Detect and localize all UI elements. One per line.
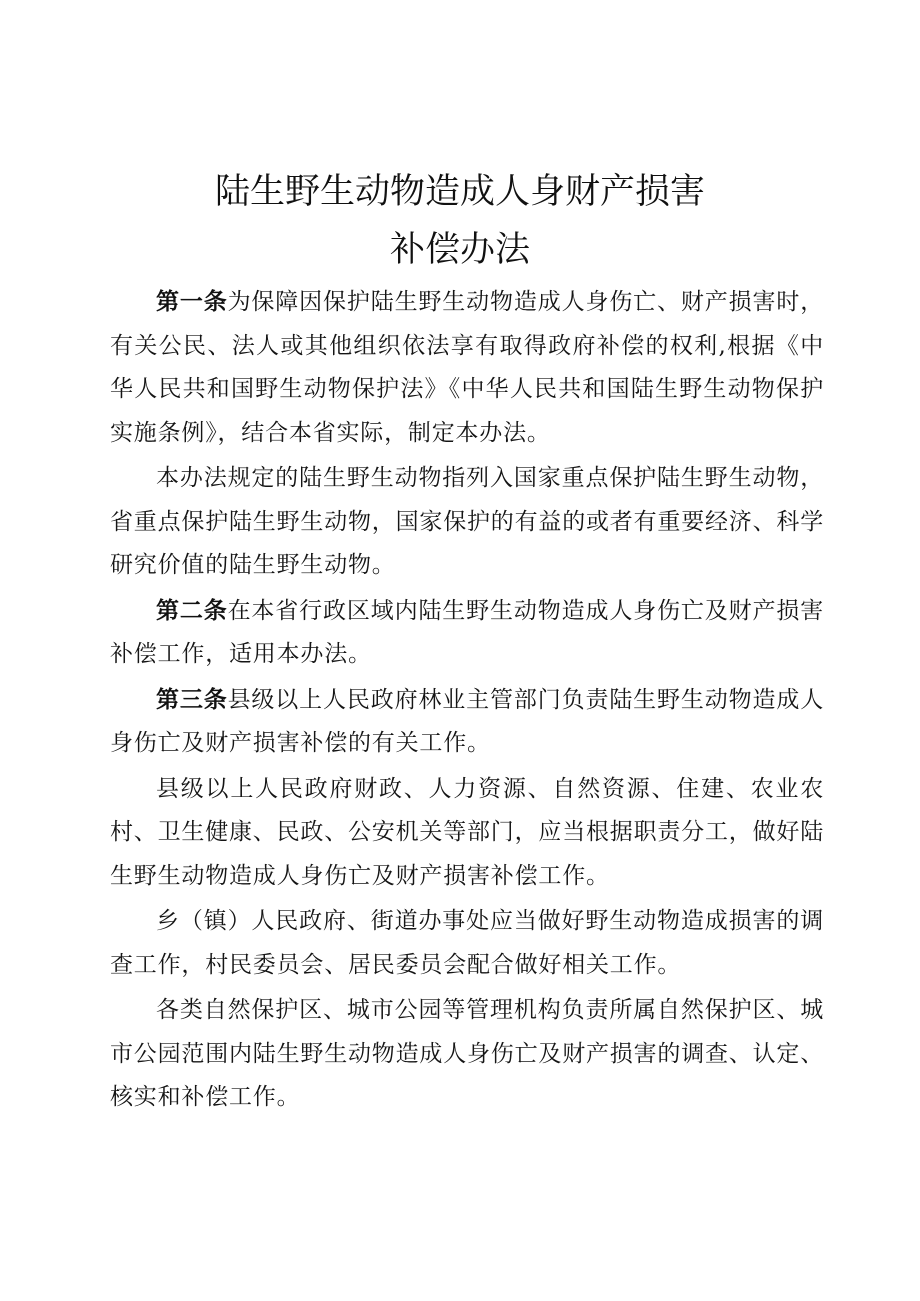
document-body xyxy=(110,281,824,1122)
paragraph-article-3 xyxy=(110,679,824,766)
paragraph-article-3-township xyxy=(110,900,824,987)
paragraph-article-1 xyxy=(110,281,824,455)
article-label: 第一条 xyxy=(156,289,228,315)
article-label: 第二条 xyxy=(156,597,228,624)
paragraph-text: 乡（镇）人民政府、街道办事处应当做好野生动物造成损害的调查工作，村民委员会、居民委员会配合做好相关工作。 xyxy=(110,908,824,978)
paragraph-text: 本办法规定的陆生野生动物指列入国家重点保护陆生野生动物，省重点保护陆生野生动物，国家保护的有益的或者有重要经济、科学研究价值的陆生野生动物。 xyxy=(110,465,824,578)
document-title-line-1: 陆生野生动物造成人身财产损害 xyxy=(214,172,705,212)
paragraph-text: 为保障因保护陆生野生动物造成人身伤亡、财产损害时，有关公民、法人或其他组织依法享有取得政府补偿的权利,根据《中华人民共和国野生动物保护法》《中华人民共和国陆生野生动物保护实施条例》，结合本省实际，制定本办法。 xyxy=(110,289,824,446)
paragraph-article-1-scope xyxy=(110,457,824,588)
paragraph-text: 各类自然保护区、城市公园等管理机构负责所属自然保护区、城市公园范围内陆生野生动物造成人身伤亡及财产损害的调查、认定、核实和补偿工作。 xyxy=(110,997,824,1110)
paragraph-text: 在本省行政区域内陆生野生动物造成人身伤亡及财产损害补偿工作，适用本办法。 xyxy=(110,597,824,667)
paragraph-text: 县级以上人民政府财政、人力资源、自然资源、住建、农业农村、卫生健康、民政、公安机关等部门，应当根据职责分工，做好陆生野生动物造成人身伤亡及财产损害补偿工作。 xyxy=(110,775,824,889)
document-title-line-2: 补偿办法 xyxy=(389,230,530,270)
paragraph-article-2 xyxy=(110,590,824,677)
paragraph-article-3-reserves xyxy=(110,989,824,1120)
article-label: 第三条 xyxy=(156,686,228,713)
paragraph-text: 县级以上人民政府林业主管部门负责陆生野生动物造成人身伤亡及财产损害补偿的有关工作。 xyxy=(110,686,824,756)
paragraph-article-3-departments xyxy=(110,768,824,899)
